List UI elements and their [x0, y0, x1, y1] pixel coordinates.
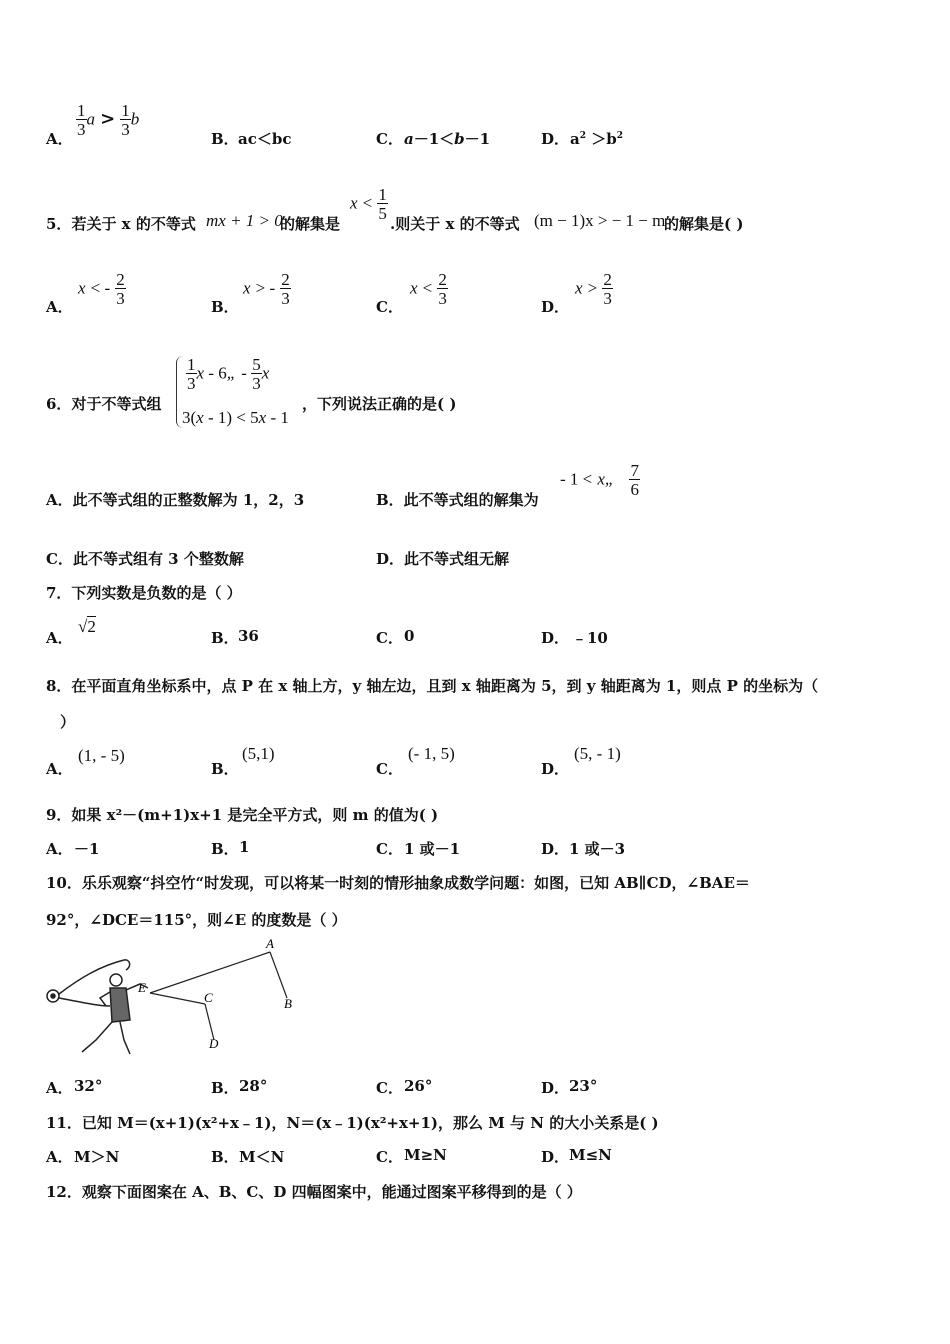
- q8-option-a-math: (1, - 5): [78, 746, 125, 765]
- q9-stem: 9．如果 x²－(m+1)x+1 是完全平方式，则 m 的值为( ): [46, 806, 439, 824]
- label-d: D: [209, 1036, 219, 1051]
- option-text: 1: [239, 838, 250, 856]
- option-label: D．: [541, 629, 570, 647]
- q4-option-d-math: $a^2 >b^2$: [570, 130, 623, 148]
- option-text: 36: [238, 627, 259, 645]
- q5-math: (m − 1)x > − 1 − m: [534, 211, 666, 230]
- q6-system-line1: $\frac{1}{3}$ x - 6„ - $\frac{5}{3}$ x: [187, 355, 270, 393]
- option-text: 1 或－3: [569, 840, 626, 858]
- option-label: C．: [376, 298, 403, 316]
- option-label: D．: [541, 840, 570, 858]
- option-label: A．: [46, 1079, 73, 1097]
- option-label: C．: [376, 840, 403, 858]
- q10-figure: [40, 936, 310, 1060]
- option-label: B．: [211, 629, 239, 647]
- q5-text: .则关于 x 的不等式: [390, 215, 520, 233]
- q5-text: 的解集是( ): [664, 215, 744, 233]
- q12-stem: 12．观察下面图案在 A、B、C、D 四幅图案中，能通过图案平移得到的是（ ）: [46, 1183, 582, 1201]
- q8-option-d-math: (5, - 1): [574, 744, 621, 763]
- option-label: D．: [541, 760, 570, 778]
- q5-option-d-math: x > $\frac{2}{3}$: [575, 270, 612, 308]
- q6-option-d: D．此不等式组无解: [376, 550, 510, 568]
- q6-option-a: A．此不等式组的正整数解为 1，2，3: [46, 491, 305, 509]
- label-a: A: [266, 936, 274, 951]
- q5-option-b-math: x > - $\frac{2}{3}$: [243, 270, 290, 308]
- option-label: A．: [46, 1148, 73, 1166]
- option-label: B．: [211, 1148, 239, 1166]
- q5-text: 的解集是: [280, 215, 341, 233]
- option-label: B．: [211, 298, 239, 316]
- option-label: A．: [46, 629, 73, 647]
- label-c: C: [204, 990, 213, 1005]
- option-text: M＞N: [74, 1148, 120, 1166]
- q5-math: mx + 1 > 0: [206, 211, 283, 230]
- option-label: C．: [376, 629, 403, 647]
- q8-stem: ）: [60, 713, 76, 731]
- option-label: A．: [46, 760, 73, 778]
- option-text: －1: [74, 840, 100, 858]
- question-number: 5．: [46, 215, 72, 233]
- option-label: A．: [46, 130, 73, 148]
- q10-stem: 92°，∠DCE＝115°，则∠E 的度数是（ ）: [46, 911, 347, 929]
- option-label: A．: [46, 840, 73, 858]
- option-label: A．: [46, 298, 73, 316]
- option-label: B．: [211, 130, 239, 148]
- q6-system-line2: 3(x - 1) < 5x - 1: [182, 408, 289, 427]
- option-label: D．: [541, 1079, 570, 1097]
- q5-solution-math: x < $\frac{1}{5}$: [350, 185, 387, 223]
- option-label: C．: [376, 1079, 403, 1097]
- q10-stem: 10．乐乐观察“抖空竹“时发现，可以将某一时刻的情形抽象成数学问题：如图，已知 AB∥CD，∠BAE＝: [46, 874, 750, 892]
- q11-stem: 11．已知 M＝(x+1)(x²+x﹣1)，N＝(x﹣1)(x²+x+1)，那么 M 与 N 的大小关系是( ): [46, 1114, 659, 1132]
- q7-option-a-math: √2: [78, 617, 96, 636]
- diabolo-person-illustration: [47, 960, 148, 1054]
- option-label: B．: [211, 760, 239, 778]
- option-label: B．: [211, 840, 239, 858]
- option-label: D．: [541, 1148, 570, 1166]
- question-number: 6．: [46, 395, 72, 413]
- label-e: E: [138, 980, 146, 995]
- option-label: B．: [211, 1079, 239, 1097]
- q7-stem: 7．下列实数是负数的是（ ）: [46, 584, 242, 602]
- option-label: D．: [541, 130, 570, 148]
- option-label: C．: [376, 760, 403, 778]
- option-text: M≤N: [569, 1146, 612, 1164]
- q5-option-c-math: x < $\frac{2}{3}$: [410, 270, 447, 308]
- q8-option-c-math: (- 1, 5): [408, 744, 455, 763]
- option-label: D．: [541, 298, 570, 316]
- option-text: 0: [404, 627, 415, 645]
- option-text: 26°: [404, 1077, 433, 1095]
- label-b: B: [284, 996, 292, 1011]
- q6-option-b-math: - 1 < x„ $\frac{7}{6}$: [560, 461, 639, 499]
- q4-option-c-math: a－1＜b－1: [404, 130, 491, 148]
- option-text: 32°: [74, 1077, 103, 1095]
- q6-option-c: C．此不等式组有 3 个整数解: [46, 550, 244, 568]
- option-text: 23°: [569, 1077, 598, 1095]
- q6-option-b: B．此不等式组的解集为: [376, 491, 539, 509]
- option-text: 28°: [239, 1077, 268, 1095]
- q6-text: 对于不等式组: [71, 395, 162, 413]
- option-label: C．: [376, 130, 403, 148]
- geometry-lines: [150, 952, 287, 1040]
- option-text: M≥N: [404, 1146, 447, 1164]
- q5-option-a-math: x < - $\frac{2}{3}$: [78, 270, 125, 308]
- q5-text: 若关于 x 的不等式: [71, 215, 196, 233]
- option-text: M＜N: [239, 1148, 285, 1166]
- option-text: 1 或－1: [404, 840, 461, 858]
- q8-stem: 8．在平面直角坐标系中，点 P 在 x 轴上方，y 轴左边，且到 x 轴距离为 5，到 y 轴距离为 1，则点 P 的坐标为（: [46, 677, 819, 695]
- q6-text: ，下列说法正确的是( ): [302, 395, 457, 413]
- q8-option-b-math: (5,1): [242, 744, 275, 763]
- option-text: ac＜bc: [238, 130, 292, 148]
- option-text: ﹣10: [572, 629, 608, 647]
- q4-option-a-math: $\frac{1}{3}$ a > $\frac{1}{3}$ b: [77, 101, 140, 139]
- option-label: C．: [376, 1148, 403, 1166]
